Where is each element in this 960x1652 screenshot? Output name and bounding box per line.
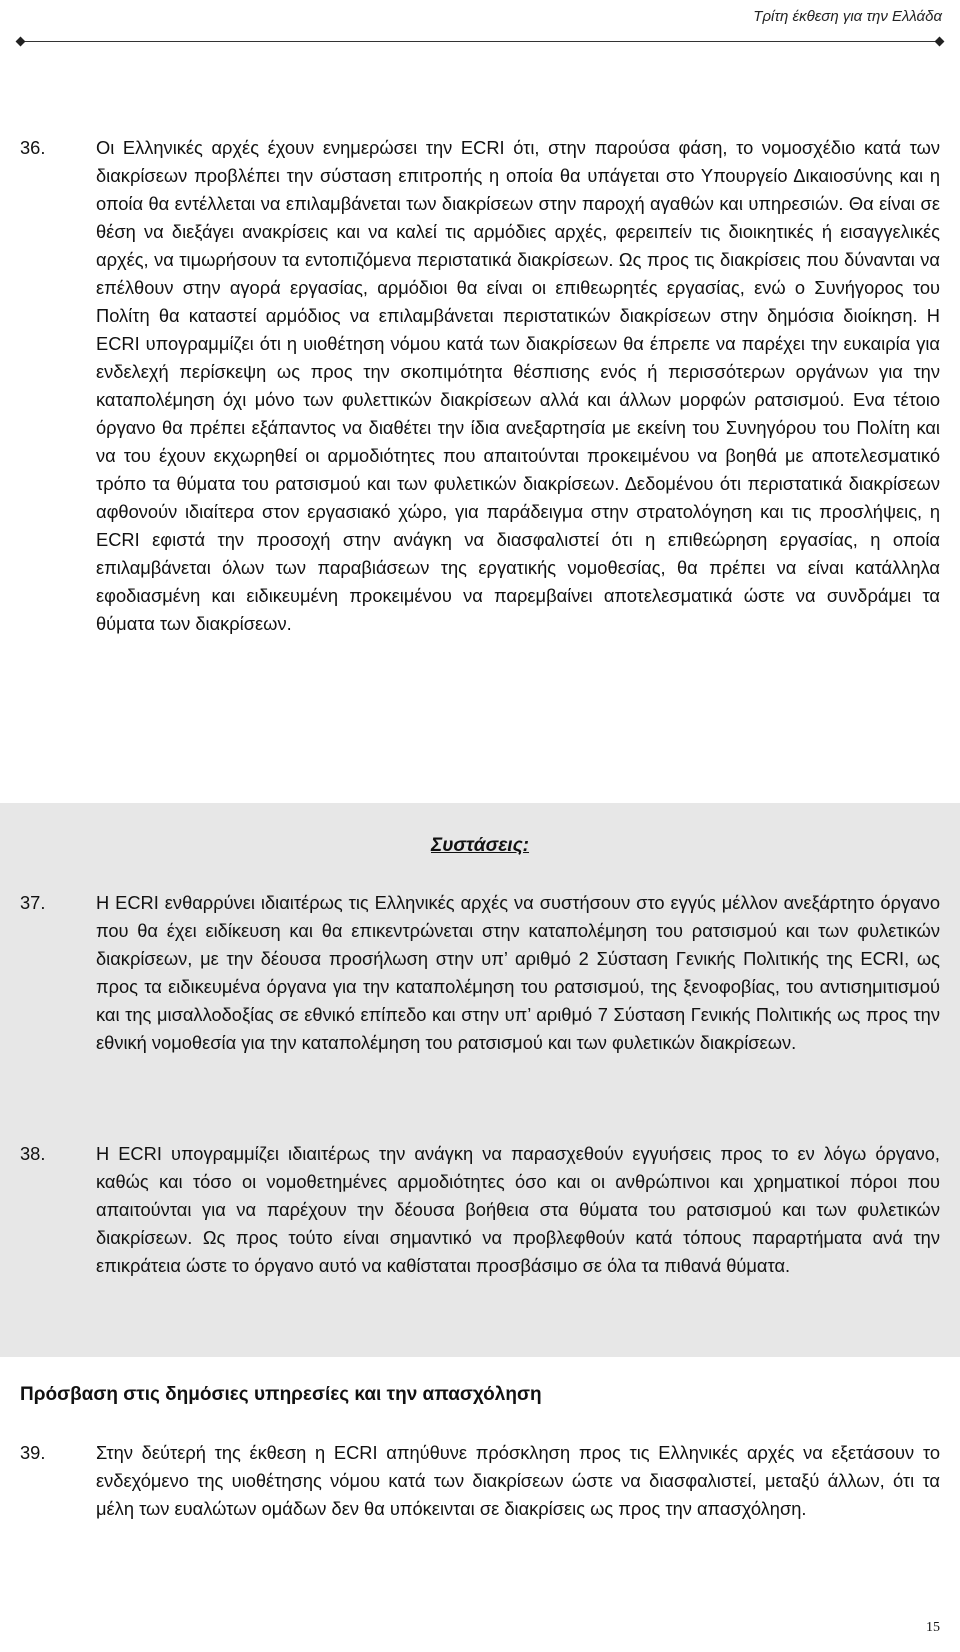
section-heading: Πρόσβαση στις δημόσιες υπηρεσίες και την απασχόληση <box>20 1384 542 1405</box>
paragraph-37 <box>20 889 940 1057</box>
page-number: 15 <box>926 1620 940 1635</box>
running-header: Τρίτη έκθεση για την Ελλάδα <box>753 8 942 25</box>
paragraph-36 <box>20 134 940 638</box>
paragraph-38 <box>20 1140 940 1280</box>
paragraph-text: Η ECRI ενθαρρύνει ιδιαιτέρως τις Ελληνικές αρχές να συστήσουν στο εγγύς μέλλον ανεξάρτητο όργανο που θα έχει ειδίκευση και θα επικεντρώνεται στην καταπολέμηση του ρατσισμού και των φυλετικών διακρίσεων, με την δέουσα προσήλωση στην υπ’ αριθμό 2 Σύσταση Γενικής Πολιτικής της ECRI, ως προς τα ειδικευμένα όργανα για την καταπολέμηση του ρατσισμού, της ξενοφοβίας, του αντισημιτισμού και της μισαλλοδοξίας σε εθνικό επίπεδο και στην υπ’ αριθμό 7 Σύσταση Γενικής Πολιτικής ως προς την εθνική νομοθεσία για την καταπολέμηση του ρατσισμού και των φυλετικών διακρίσεων. <box>96 892 940 1053</box>
paragraph-number: 39. <box>20 1442 46 1463</box>
paragraph-number: 38. <box>20 1143 46 1164</box>
paragraph-number: 37. <box>20 892 46 913</box>
recommendations-heading: Συστάσεις: <box>430 835 530 856</box>
paragraph-number: 36. <box>20 137 46 158</box>
paragraph-39 <box>20 1439 940 1523</box>
divider-diamond-right-icon <box>935 37 945 47</box>
paragraph-text: Στην δεύτερή της έκθεση η ECRI απηύθυνε πρόσκληση προς τις Ελληνικές αρχές να εξετάσουν το ενδεχόμενο της υιοθέτησης νόμου κατά των διακρίσεων ώστε να διασφαλιστεί, μεταξύ άλλων, ότι τα μέλη των ευαλώτων ομάδων δεν θα υπόκεινται σε διακρίσεις ως προς την απασχόληση. <box>96 1442 940 1519</box>
paragraph-text: Οι Ελληνικές αρχές έχουν ενημερώσει την ECRI ότι, στην παρούσα φάση, το νομοσχέδιο κατά των διακρίσεων προβλέπει την σύσταση επιτροπής η οποία θα υπάγεται στο Υπουργείο Δικαιοσύνης και η οποία θα εντέλλεται να επιλαμβάνεται των διακρίσεων στην παροχή αγαθών και υπηρεσιών. Θα είναι σε θέση να διεξάγει ανακρίσεις και να καλεί τις αρμόδιες αρχές, φερειπείν τις διοικητικές ή εισαγγελικές αρχές, να τιμωρήσουν τα εντοπιζόμενα περιστατικά διακρίσεων. Ως προς τις διακρίσεις που δύνανται να επέλθουν στην αγορά εργασίας, αρμόδιοι θα είναι οι επιθεωρητές εργασίας, ενώ ο Συνήγορος του Πολίτη θα καταστεί αρμόδιος να επιλαμβάνεται περιστατικών διακρίσεων στην δημόσια διοίκηση. Η ECRI υπογραμμίζει ότι η υιοθέτηση νόμου κατά των διακρίσεων θα έπρεπε να παρέχει την ευκαιρία για ενδελεχή περίσκεψη ως προς την σκοπιμότητα θέσπισης ενός ή περισσότερων οργάνων για την καταπολέμηση όχι μόνο των φυλεττικών διακρίσεων αλλά και άλλων μορφών ρατσισμού. Ενα τέτοιο όργανο θα πρέπει εξάπαντος να διαθέτει την ίδια ανεξαρτησία με εκείνη του Συνηγόρου του Πολίτη και να του έχουν εκχωρηθεί οι αρμοδιότητες που απαιτούνται προκειμένου να βοηθά με αποτελεσματικό τρόπο τα θύματα του ρατσισμού και των φυλετικών διακρίσεων. Δεδομένου ότι περιστατικά διακρίσεων αφθονούν ιδιαίτερα στον εργασιακό χώρο, για παράδειγμα στην στρατολόγηση και τις προσλήψεις, η ECRI εφιστά την προσοχή στην ανάγκη να διασφαλιστεί ότι η επιθεώρηση εργασίας, η οποία επιλαμβάνεται όλων των παραβιάσεων της εργατικής νομοθεσίας, θα πρέπει να είναι κατάλληλα εφοδιασμένη και ειδικευμένη προκειμένου να παρεμβαίνει αποτελεσματικά ώστε να συνδράμει τα θύματα των διακρίσεων. <box>96 137 940 634</box>
divider-diamond-left-icon <box>16 37 26 47</box>
paragraph-text: Η ECRI υπογραμμίζει ιδιαιτέρως την ανάγκη να παρασχεθούν εγγυήσεις προς το εν λόγω όργανο, καθώς και τόσο οι νομοθετημένες αρμοδιότητες όσο και οι ανθρώπινοι και χρηματικοί πόροι που απαιτούνται για να παρέχουν την δέουσα βοήθεια στα θύματα του ρατσισμού και των φυλετικών διακρίσεων. Ως προς τούτο είναι σημαντικό να προβλεφθούν κατά τόπους παραρτήματα ανά την επικράτεια ώστε το όργανο αυτό να καθίσταται προσβάσιμο σε όλα τα πιθανά θύματα. <box>96 1143 940 1276</box>
header-divider <box>20 41 940 42</box>
